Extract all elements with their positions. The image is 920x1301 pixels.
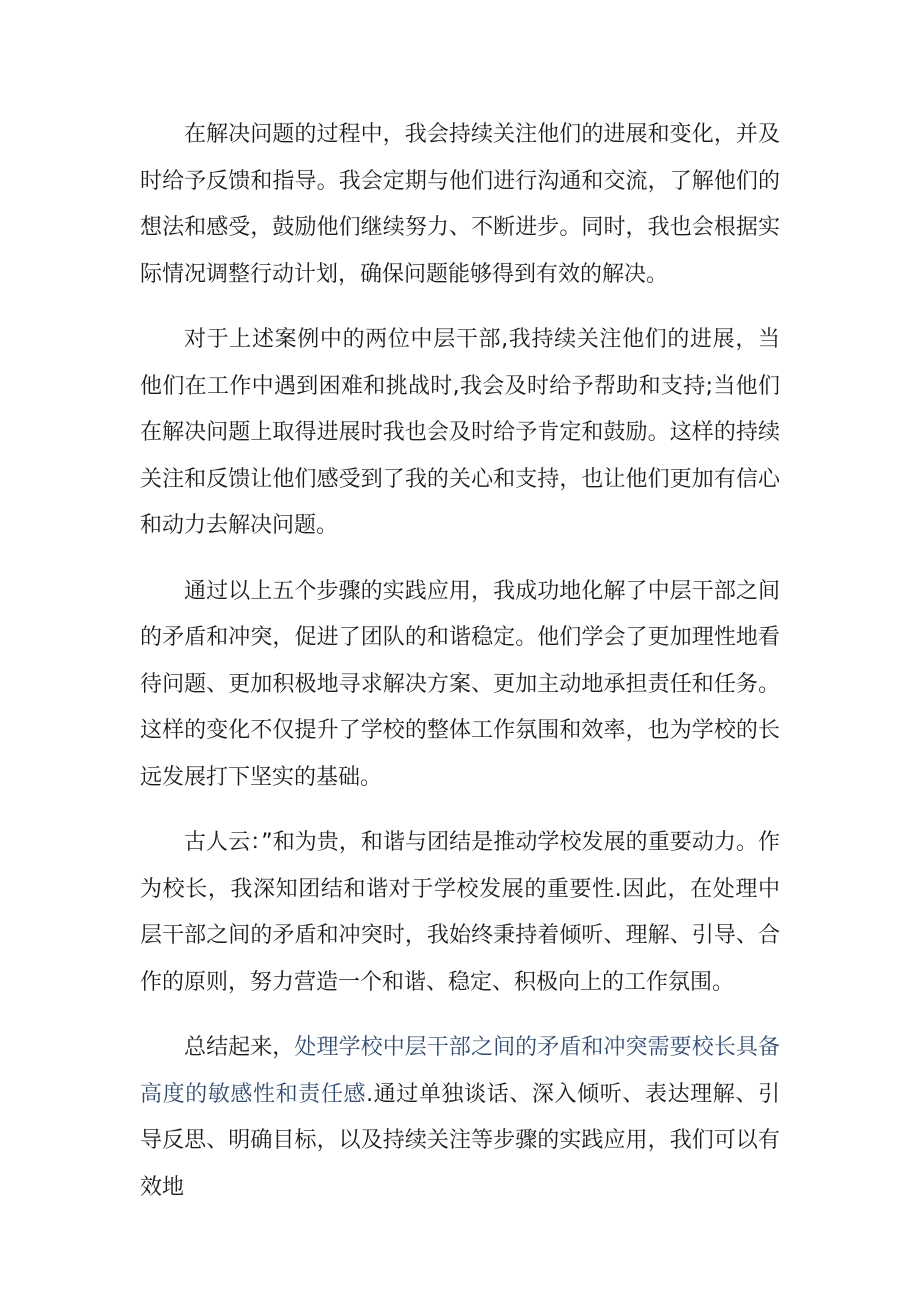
paragraph-1: 在解决问题的过程中，我会持续关注他们的进展和变化，并及时给予反馈和指导。我会定期与他们进行沟通和交流，了解他们的想法和感受，鼓励他们继续努力、不断进步。同时，我也会根据实际情况调整行动计划，确保问题能够得到有效的解决。 <box>140 122 780 287</box>
document-body <box>140 112 780 1230</box>
paragraph-5-rest: .通过单独谈话、深入倾听、表达理解、引导反思、明确目标，以及持续关注等步骤的实践应用，我们可以有效地 <box>140 1081 780 1200</box>
paragraph-5 <box>140 1025 780 1211</box>
highlighted-text: 处理学校中层干部之间的矛盾和冲突需要校长具备高度的敏感性和责任感 <box>140 1035 780 1107</box>
paragraph-3: 通过以上五个步骤的实践应用，我成功地化解了中层干部之间的矛盾和冲突，促进了团队的和谐稳定。他们学会了更加理性地看待问题、更加积极地寻求解决方案、更加主动地承担责任和任务。这样的变化不仅提升了学校的整体工作氛围和效率，也为学校的长远发展打下坚实的基础。 <box>140 578 780 790</box>
paragraph-2: 对于上述案例中的两位中层干部,我持续关注他们的进展，当他们在工作中遇到困难和挑战时,我会及时给予帮助和支持;当他们在解决问题上取得进展时我也会及时给予肯定和鼓励。这样的持续关注和反馈让他们感受到了我的关心和支持，也让他们更加有信心和动力去解决问题。 <box>140 327 780 538</box>
paragraph-5-lead: 总结起来， <box>184 1035 295 1060</box>
paragraph-4: 古人云：”和为贵，和谐与团结是推动学校发展的重要动力。作为校长，我深知团结和谐对于学校发展的重要性.因此，在处理中层干部之间的矛盾和冲突时，我始终秉持着倾听、理解、引导、合作的原则，努力营造一个和谐、稳定、积极向上的工作氛围。 <box>140 830 780 995</box>
